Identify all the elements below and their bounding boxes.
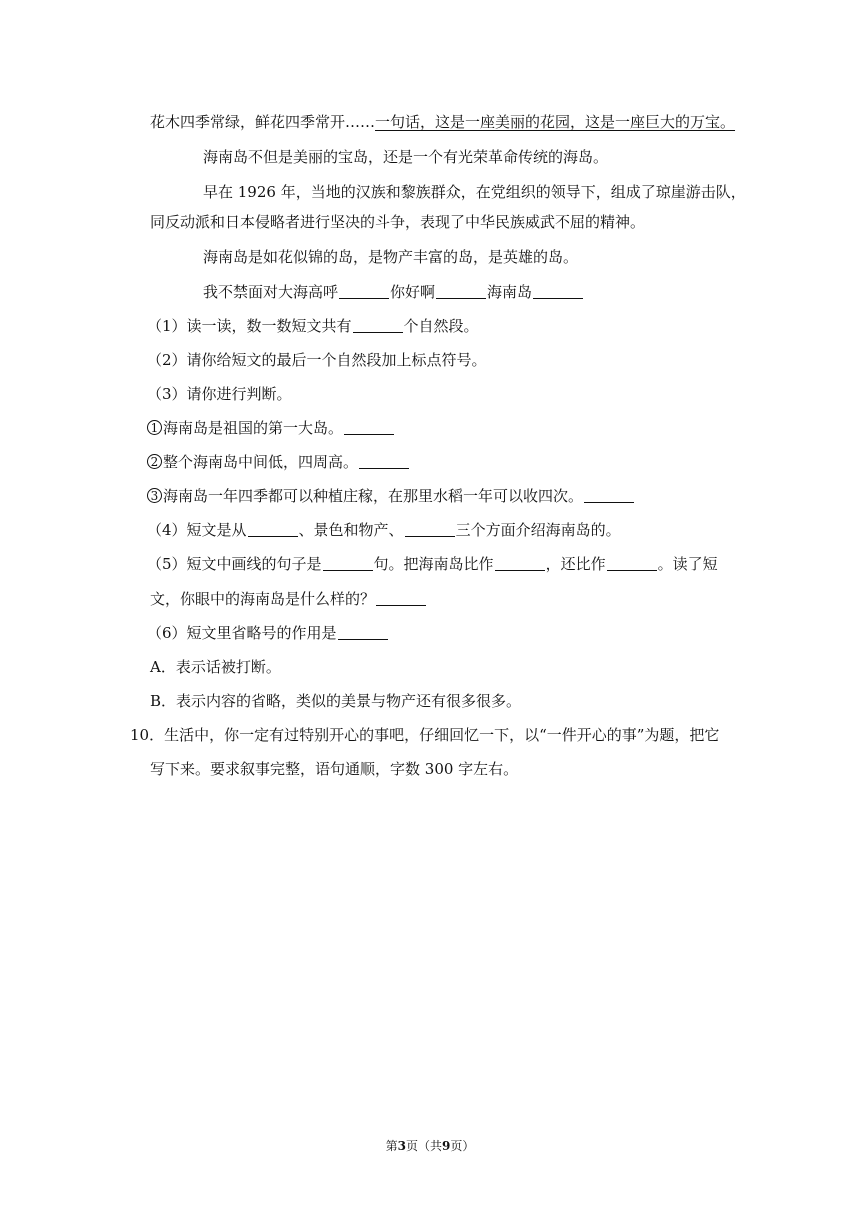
answer-blank[interactable] (353, 318, 403, 333)
question-1 (147, 316, 479, 336)
answer-blank[interactable] (323, 556, 373, 571)
circled-number: 1 (147, 420, 162, 435)
question-4 (147, 520, 621, 540)
total-pages: 9 (442, 1139, 451, 1153)
page-number: 3 (397, 1139, 406, 1153)
judgment-text: 整个海南岛中间低，四周高。 (163, 453, 359, 471)
passage-text: 你好啊 (390, 283, 436, 301)
question-10-line-2: 写下来。要求叙事完整，语句通顺，字数 300 字左右。 (150, 760, 519, 778)
passage-text: 我不禁面对大海高呼 (203, 283, 339, 301)
passage-paragraph-5 (203, 282, 584, 302)
answer-blank[interactable] (495, 556, 545, 571)
question-text: （1）读一读，数一数短文共有 (147, 317, 352, 335)
judgment-2 (147, 452, 410, 472)
question-text: （4）短文是从 (147, 521, 247, 539)
answer-blank[interactable] (376, 591, 426, 606)
punctuation-blank[interactable] (339, 284, 389, 299)
answer-blank[interactable] (405, 522, 455, 537)
passage-paragraph-3-line-1: 早在 1926 年，当地的汉族和黎族群众，在党组织的领导下，组成了琼崖游击队， (203, 183, 746, 201)
question-2: （2）请你给短文的最后一个自然段加上标点符号。 (147, 351, 487, 369)
question-5-line-2 (150, 589, 427, 609)
judgment-text: 海南岛一年四季都可以种植庄稼，在那里水稻一年可以收四次。 (163, 487, 584, 505)
passage-paragraph-3-line-2: 同反动派和日本侵略者进行坚决的斗争，表现了中华民族威武不屈的精神。 (150, 213, 646, 231)
footer-text: 第 (385, 1139, 398, 1153)
answer-blank[interactable] (344, 420, 394, 435)
question-10-line-1: 10．生活中，你一定有过特别开心的事吧，仔细回忆一下，以“一件开心的事”为题，把它 (130, 726, 720, 744)
punctuation-blank[interactable] (533, 284, 583, 299)
answer-blank[interactable] (338, 625, 388, 640)
judgment-1 (147, 418, 395, 438)
answer-blank[interactable] (584, 488, 634, 503)
question-text: （5）短文中画线的句子是 (147, 555, 322, 573)
question-text: （6）短文里省略号的作用是 (147, 624, 337, 642)
punctuation-blank[interactable] (436, 284, 486, 299)
answer-blank[interactable] (607, 556, 657, 571)
question-text: 三个方面介绍海南岛的。 (455, 521, 621, 539)
passage-paragraph-4: 海南岛是如花似锦的岛，是物产丰富的岛，是英雄的岛。 (203, 248, 579, 266)
circled-number: 3 (147, 488, 162, 503)
circled-number: 2 (147, 454, 162, 469)
judgment-3 (147, 486, 635, 506)
question-text: ，还比作 (545, 555, 606, 573)
passage-text: 花木四季常绿，鲜花四季常开…… (150, 113, 376, 131)
question-5-line-1 (147, 554, 718, 574)
question-3: （3）请你进行判断。 (147, 385, 292, 403)
footer-text: 页（共 (405, 1139, 442, 1153)
passage-paragraph-2: 海南岛不但是美丽的宝岛，还是一个有光荣革命传统的海岛。 (203, 148, 609, 166)
question-text: 文，你眼中的海南岛是什么样的？ (150, 590, 376, 608)
footer-text: 页） (450, 1139, 475, 1153)
question-text: 个自然段。 (403, 317, 479, 335)
underlined-sentence: 一句话，这是一座美丽的花园，这是一座巨大的万宝。 (375, 113, 736, 131)
page-footer (0, 1138, 860, 1154)
answer-blank[interactable] (248, 522, 298, 537)
option-b: B．表示内容的省略，类似的美景与物产还有很多很多。 (150, 692, 522, 710)
question-text: 句。把海南岛比作 (373, 555, 494, 573)
passage-text: 海南岛 (487, 283, 533, 301)
question-text: 、景色和物产、 (298, 521, 404, 539)
passage-paragraph-1 (150, 112, 735, 132)
judgment-text: 海南岛是祖国的第一大岛。 (163, 419, 344, 437)
option-a: A．表示话被打断。 (150, 658, 281, 676)
answer-blank[interactable] (359, 454, 409, 469)
question-text: 。读了短 (657, 555, 718, 573)
question-6 (147, 623, 389, 643)
